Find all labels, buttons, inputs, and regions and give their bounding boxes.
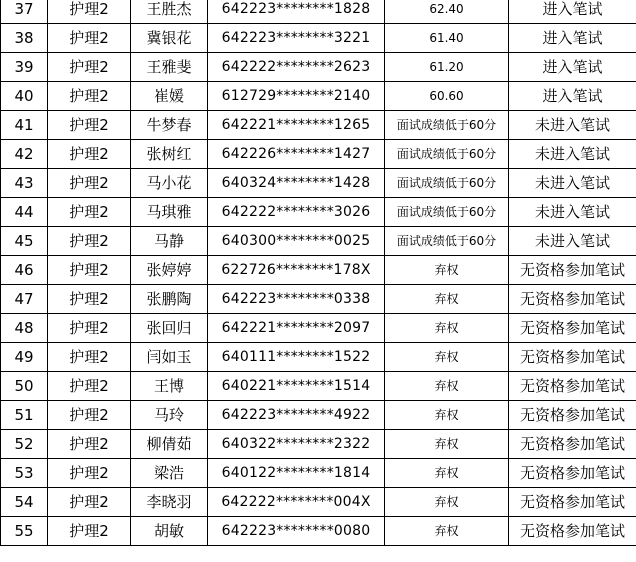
exam-status-cell[interactable]: 无资格参加笔试 bbox=[509, 314, 636, 343]
id-number-cell[interactable]: 642223********0338 bbox=[208, 285, 385, 314]
candidate-name-cell[interactable]: 王雅斐 bbox=[131, 53, 208, 82]
interview-score-cell[interactable]: 面试成绩低于60分 bbox=[385, 169, 509, 198]
id-number-cell[interactable]: 612729********2140 bbox=[208, 82, 385, 111]
row-number-cell[interactable]: 47 bbox=[1, 285, 48, 314]
candidate-name-cell[interactable]: 马静 bbox=[131, 227, 208, 256]
id-number-cell[interactable]: 640111********1522 bbox=[208, 343, 385, 372]
interview-score-cell[interactable]: 62.40 bbox=[385, 0, 509, 24]
candidate-name-cell[interactable]: 李晓羽 bbox=[131, 488, 208, 517]
row-number-cell[interactable]: 38 bbox=[1, 24, 48, 53]
interview-score-cell[interactable]: 弃权 bbox=[385, 488, 509, 517]
id-number-cell[interactable]: 640221********1514 bbox=[208, 372, 385, 401]
interview-score-cell[interactable]: 面试成绩低于60分 bbox=[385, 198, 509, 227]
candidate-name-cell[interactable]: 王胜杰 bbox=[131, 0, 208, 24]
row-number-cell[interactable]: 53 bbox=[1, 459, 48, 488]
table-row bbox=[1, 0, 636, 24]
id-number-cell[interactable]: 642223********1828 bbox=[208, 0, 385, 24]
interview-score-cell[interactable]: 面试成绩低于60分 bbox=[385, 140, 509, 169]
table-row bbox=[1, 343, 636, 372]
table-row bbox=[1, 53, 636, 82]
row-number-cell[interactable]: 49 bbox=[1, 343, 48, 372]
table-row bbox=[1, 140, 636, 169]
table-row bbox=[1, 82, 636, 111]
exam-status-cell[interactable]: 进入笔试 bbox=[509, 82, 636, 111]
exam-status-cell[interactable]: 未进入笔试 bbox=[509, 140, 636, 169]
id-number-cell[interactable]: 640122********1814 bbox=[208, 459, 385, 488]
exam-status-cell[interactable]: 无资格参加笔试 bbox=[509, 459, 636, 488]
position-cell[interactable]: 护理2 bbox=[48, 111, 131, 140]
position-cell[interactable]: 护理2 bbox=[48, 53, 131, 82]
exam-status-cell[interactable]: 无资格参加笔试 bbox=[509, 488, 636, 517]
id-number-cell[interactable]: 622726********178X bbox=[208, 256, 385, 285]
interview-score-cell[interactable]: 弃权 bbox=[385, 314, 509, 343]
interview-score-cell[interactable]: 弃权 bbox=[385, 517, 509, 546]
candidate-name-cell[interactable]: 牛梦春 bbox=[131, 111, 208, 140]
table-row bbox=[1, 372, 636, 401]
table-row bbox=[1, 198, 636, 227]
table-row bbox=[1, 111, 636, 140]
table-row bbox=[1, 314, 636, 343]
position-cell[interactable]: 护理2 bbox=[48, 227, 131, 256]
position-cell[interactable]: 护理2 bbox=[48, 256, 131, 285]
exam-status-cell[interactable]: 无资格参加笔试 bbox=[509, 256, 636, 285]
exam-status-cell[interactable]: 无资格参加笔试 bbox=[509, 343, 636, 372]
row-number-cell[interactable]: 44 bbox=[1, 198, 48, 227]
interview-score-cell[interactable]: 弃权 bbox=[385, 285, 509, 314]
id-number-cell[interactable]: 642223********3221 bbox=[208, 24, 385, 53]
position-cell[interactable]: 护理2 bbox=[48, 169, 131, 198]
id-number-cell[interactable]: 640324********1428 bbox=[208, 169, 385, 198]
interview-score-cell[interactable]: 60.60 bbox=[385, 82, 509, 111]
id-number-cell[interactable]: 642221********1265 bbox=[208, 111, 385, 140]
table-row bbox=[1, 401, 636, 430]
row-number-cell[interactable]: 54 bbox=[1, 488, 48, 517]
candidate-name-cell[interactable]: 马琪雅 bbox=[131, 198, 208, 227]
row-number-cell[interactable]: 50 bbox=[1, 372, 48, 401]
position-cell[interactable]: 护理2 bbox=[48, 459, 131, 488]
exam-status-cell[interactable]: 未进入笔试 bbox=[509, 198, 636, 227]
table-row bbox=[1, 227, 636, 256]
row-number-cell[interactable]: 48 bbox=[1, 314, 48, 343]
exam-status-cell[interactable]: 无资格参加笔试 bbox=[509, 517, 636, 546]
exam-status-cell[interactable]: 无资格参加笔试 bbox=[509, 430, 636, 459]
candidate-name-cell[interactable]: 闫如玉 bbox=[131, 343, 208, 372]
id-number-cell[interactable]: 642226********1427 bbox=[208, 140, 385, 169]
id-number-cell[interactable]: 640322********2322 bbox=[208, 430, 385, 459]
position-cell[interactable]: 护理2 bbox=[48, 314, 131, 343]
row-number-cell[interactable]: 42 bbox=[1, 140, 48, 169]
id-number-cell[interactable]: 642222********004X bbox=[208, 488, 385, 517]
id-number-cell[interactable]: 642222********3026 bbox=[208, 198, 385, 227]
exam-status-cell[interactable]: 进入笔试 bbox=[509, 24, 636, 53]
exam-status-cell[interactable]: 无资格参加笔试 bbox=[509, 285, 636, 314]
position-cell[interactable]: 护理2 bbox=[48, 517, 131, 546]
table-row bbox=[1, 430, 636, 459]
row-number-cell[interactable]: 39 bbox=[1, 53, 48, 82]
position-cell[interactable]: 护理2 bbox=[48, 24, 131, 53]
candidate-name-cell[interactable]: 柳倩茹 bbox=[131, 430, 208, 459]
interview-score-cell[interactable]: 面试成绩低于60分 bbox=[385, 227, 509, 256]
row-number-cell[interactable]: 46 bbox=[1, 256, 48, 285]
interview-score-cell[interactable]: 面试成绩低于60分 bbox=[385, 111, 509, 140]
interview-score-cell[interactable]: 61.40 bbox=[385, 24, 509, 53]
id-number-cell[interactable]: 642223********4922 bbox=[208, 401, 385, 430]
candidate-name-cell[interactable]: 马玲 bbox=[131, 401, 208, 430]
table-row bbox=[1, 24, 636, 53]
exam-status-cell[interactable]: 未进入笔试 bbox=[509, 227, 636, 256]
position-cell[interactable]: 护理2 bbox=[48, 198, 131, 227]
table-row bbox=[1, 285, 636, 314]
table-row bbox=[1, 169, 636, 198]
exam-status-cell[interactable]: 无资格参加笔试 bbox=[509, 372, 636, 401]
candidate-name-cell[interactable]: 胡敏 bbox=[131, 517, 208, 546]
table-body bbox=[1, 0, 636, 546]
row-number-cell[interactable]: 51 bbox=[1, 401, 48, 430]
interview-score-cell[interactable]: 弃权 bbox=[385, 256, 509, 285]
id-number-cell[interactable]: 642221********2097 bbox=[208, 314, 385, 343]
interview-score-cell[interactable]: 61.20 bbox=[385, 53, 509, 82]
position-cell[interactable]: 护理2 bbox=[48, 82, 131, 111]
table-row bbox=[1, 459, 636, 488]
interview-score-cell[interactable]: 弃权 bbox=[385, 343, 509, 372]
row-number-cell[interactable]: 55 bbox=[1, 517, 48, 546]
candidate-name-cell[interactable]: 张树红 bbox=[131, 140, 208, 169]
row-number-cell[interactable]: 40 bbox=[1, 82, 48, 111]
id-number-cell[interactable]: 640300********0025 bbox=[208, 227, 385, 256]
candidate-name-cell[interactable]: 张婷婷 bbox=[131, 256, 208, 285]
candidate-name-cell[interactable]: 王博 bbox=[131, 372, 208, 401]
exam-status-cell[interactable]: 进入笔试 bbox=[509, 0, 636, 24]
exam-status-cell[interactable]: 无资格参加笔试 bbox=[509, 401, 636, 430]
row-number-cell[interactable]: 41 bbox=[1, 111, 48, 140]
position-cell[interactable]: 护理2 bbox=[48, 430, 131, 459]
id-number-cell[interactable]: 642223********0080 bbox=[208, 517, 385, 546]
interview-score-cell[interactable]: 弃权 bbox=[385, 430, 509, 459]
interview-score-cell[interactable]: 弃权 bbox=[385, 372, 509, 401]
table-row bbox=[1, 488, 636, 517]
candidate-name-cell[interactable]: 马小花 bbox=[131, 169, 208, 198]
interview-score-cell[interactable]: 弃权 bbox=[385, 401, 509, 430]
candidate-name-cell[interactable]: 张鹏陶 bbox=[131, 285, 208, 314]
interview-score-cell[interactable]: 弃权 bbox=[385, 459, 509, 488]
row-number-cell[interactable]: 45 bbox=[1, 227, 48, 256]
position-cell[interactable]: 护理2 bbox=[48, 372, 131, 401]
row-number-cell[interactable]: 37 bbox=[1, 0, 48, 24]
position-cell[interactable]: 护理2 bbox=[48, 0, 131, 24]
position-cell[interactable]: 护理2 bbox=[48, 140, 131, 169]
id-number-cell[interactable]: 642222********2623 bbox=[208, 53, 385, 82]
table-row bbox=[1, 256, 636, 285]
position-cell[interactable]: 护理2 bbox=[48, 285, 131, 314]
position-cell[interactable]: 护理2 bbox=[48, 488, 131, 517]
candidate-name-cell[interactable]: 梁浩 bbox=[131, 459, 208, 488]
position-cell[interactable]: 护理2 bbox=[48, 343, 131, 372]
exam-status-cell[interactable]: 进入笔试 bbox=[509, 53, 636, 82]
candidate-name-cell[interactable]: 崔媛 bbox=[131, 82, 208, 111]
table-row bbox=[1, 517, 636, 546]
candidate-name-cell[interactable]: 冀银花 bbox=[131, 24, 208, 53]
row-number-cell[interactable]: 43 bbox=[1, 169, 48, 198]
exam-status-cell[interactable]: 未进入笔试 bbox=[509, 111, 636, 140]
row-number-cell[interactable]: 52 bbox=[1, 430, 48, 459]
position-cell[interactable]: 护理2 bbox=[48, 401, 131, 430]
exam-status-cell[interactable]: 未进入笔试 bbox=[509, 169, 636, 198]
candidate-name-cell[interactable]: 张回归 bbox=[131, 314, 208, 343]
